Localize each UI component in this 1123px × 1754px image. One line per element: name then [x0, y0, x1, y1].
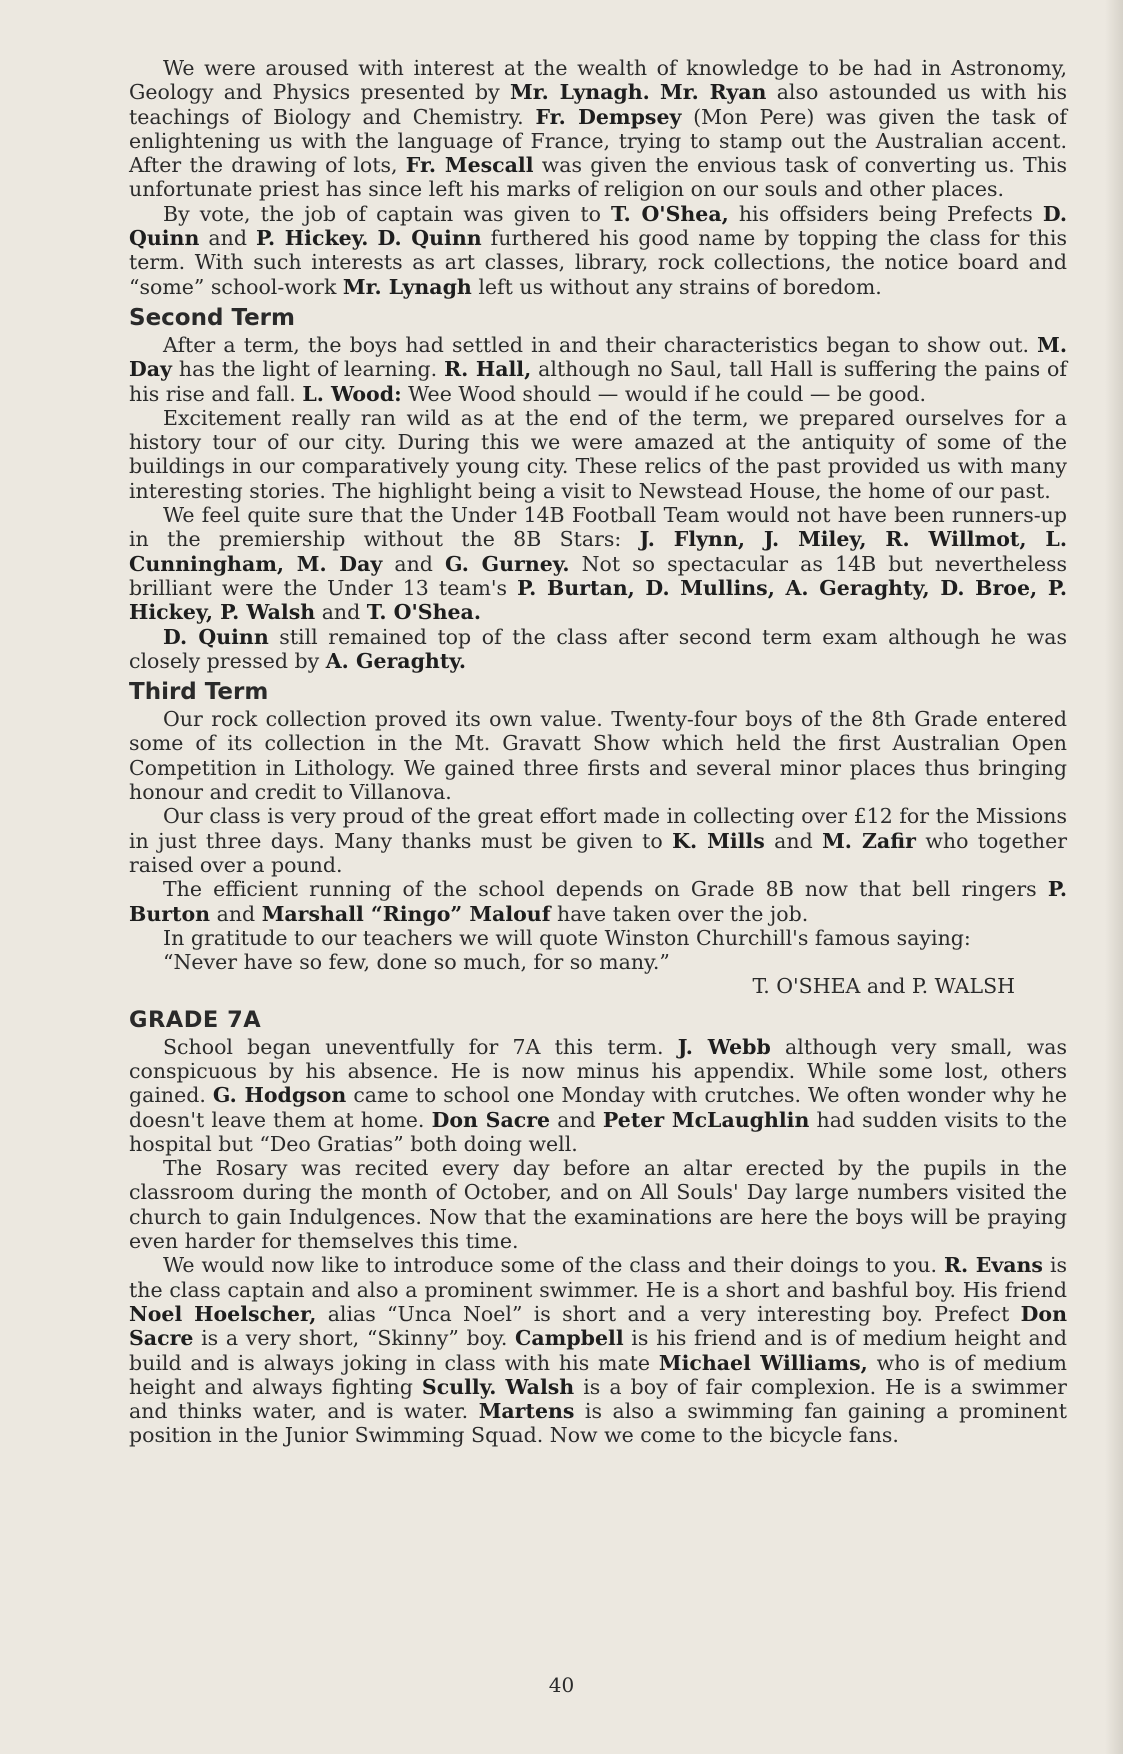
bold-name: T. O'Shea.	[366, 600, 481, 625]
bold-name: M. Zafir	[822, 828, 916, 853]
bold-name: Scully.	[421, 1374, 497, 1399]
grade-7a-section	[129, 1035, 1067, 1448]
bold-name: Mr. Ryan	[660, 80, 767, 105]
section-heading-third-term: Third Term	[129, 679, 269, 706]
bold-name: D. Quinn	[163, 624, 269, 649]
paragraph: In gratitude to our teachers we will quote Winston Churchill's famous saying:	[163, 925, 971, 950]
bold-name: D. Quinn	[129, 201, 1067, 251]
paragraph: Our rock collection proved its own value. Twenty-four boys of the 8th Grade entered some of its collection in the Mt. Gravatt Show which held the first Australian Open Competition in Lithology. We gained three firsts and several minor places thus bringing honour and credit to Villanova.	[129, 707, 1067, 805]
bold-name: J. Flynn, J. Miley, R. Willmot, L. Cunningham, M. Day	[129, 527, 1067, 576]
bold-name: P. Burtan, D. Mullins, A. Geraghty, D. Broe, P. Hickey, P. Walsh	[129, 575, 1067, 625]
paragraph: After a term, the boys had settled in and their characteristics began to show out. M. Day has the light of learning. R. Hall, although no Saul, tall Hall is suffering the pains of his rise and fall. L. Wood: Wee Wood should — would if he could — be good.	[129, 332, 1067, 406]
bold-name: Fr. Dempsey	[535, 104, 682, 129]
paragraph: Excitement really ran wild as at the end of the term, we prepared ourselves for a history tour of our city. During this we were amazed at the antiquity of some of the buildings in our comparatively young city. These relics of the past provided us with many interesting stories. The highlight being a visit to Newstead House, the home of our past.	[129, 405, 1067, 503]
bold-name: R. Evans	[943, 1253, 1043, 1278]
author-signature: T. O'SHEA and P. WALSH	[752, 974, 1015, 999]
page-number: 40	[548, 1673, 575, 1697]
bold-name: P. Hickey.	[255, 226, 369, 251]
bold-name: D. Quinn	[377, 226, 482, 251]
text-column	[129, 56, 1067, 1448]
paragraph: The Rosary was recited every day before an altar erected by the pupils in the classroom during the month of October, and on All Souls' Day large numbers visited the church to gain Indulgences. Now that the examinations are here the boys will be praying even harder for themselves this time.	[129, 1156, 1067, 1254]
bold-name: Don Sacre	[129, 1301, 1068, 1351]
paragraph: By vote, the job of captain was given to T. O'Shea, his offsiders being Prefects D. Quinn and P. Hickey. D. Quinn furthered his good name by topping the class for this term. With such interests as art classes, library, rock collections, the notice board and “some” school-work Mr. Lynagh left us without any strains of boredom.	[129, 201, 1067, 299]
bold-name: A. Geraghty.	[325, 648, 466, 673]
bold-name: Peter McLaughlin	[602, 1107, 810, 1132]
bold-name: Mr. Lynagh	[342, 274, 472, 299]
bold-name: Marshall “Ringo” Malouf	[261, 901, 551, 926]
bold-name: P. Burton	[129, 877, 1067, 926]
bold-name: T. O'Shea,	[611, 201, 729, 226]
section-heading-grade-7a: GRADE 7A	[129, 1006, 262, 1033]
bold-name: G. Hodgson	[212, 1083, 347, 1108]
churchill-quote: “Never have so few, done so much, for so many.”	[163, 950, 670, 975]
third-term-section	[129, 707, 1067, 999]
intro-section	[129, 56, 1067, 299]
bold-name: Fr. Mescall	[405, 153, 534, 178]
paragraph: We were aroused with interest at the wealth of knowledge to be had in Astronomy, Geology and Physics presented by Mr. Lynagh. Mr. Ryan also astounded us with his teachings of Biology and Chemistry. Fr. Dempsey (Mon Pere) was given the task of enlightening us with the language of France, trying to stamp out the Australian accent. After the drawing of lots, Fr. Mescall was given the envious task of converting us. This unfortunate priest has since left his marks of religion on our souls and other places.	[129, 56, 1067, 202]
bold-name: Campbell	[515, 1326, 624, 1351]
bold-name: J. Webb	[677, 1034, 771, 1059]
paragraph: Our class is very proud of the great effort made in collecting over £12 for the Missions in just three days. Many thanks must be given to K. Mills and M. Zafir who together raised over a pound.	[129, 804, 1068, 877]
paragraph: D. Quinn still remained top of the class after second term exam although he was closely pressed by A. Geraghty.	[129, 624, 1067, 673]
bold-name: Walsh	[505, 1374, 575, 1399]
paragraph: We feel quite sure that the Under 14B Football Team would not have been runners-up in the premiership without the 8B Stars: J. Flynn, J. Miley, R. Willmot, L. Cunningham, M. Day and G. Gurney. Not so spectacular as 14B but nevertheless brilliant were the Under 13 team's P. Burtan, D. Mullins, A. Geraghty, D. Broe, P. Hickey, P. Walsh and T. O'Shea.	[129, 503, 1068, 625]
bold-name: Martens	[478, 1399, 575, 1424]
bold-name: G. Gurney.	[445, 551, 570, 576]
bold-name: R. Hall,	[444, 357, 532, 382]
second-term-section	[129, 333, 1067, 673]
bold-name: L. Wood:	[302, 381, 402, 406]
paragraph: We would now like to introduce some of the class and their doings to you. R. Evans is the class captain and also a prominent swimmer. He is a short and bashful boy. His friend Noel Hoelscher, alias “Unca Noel” is short and a very interesting boy. Prefect Don Sacre is a very short, “Skinny” boy. Campbell is his friend and is of medium height and build and is always joking in class with his mate Michael Williams, who is of medium height and always fighting Scully. Walsh is a boy of fair complexion. He is a swimmer and thinks water, and is water. Martens is also a swimming fan gaining a prominent position in the Junior Swimming Squad. Now we come to the bicycle fans.	[129, 1253, 1068, 1448]
bold-name: Michael Williams,	[658, 1350, 868, 1375]
bold-name: M. Day	[129, 332, 1067, 382]
section-heading-second-term: Second Term	[129, 304, 295, 331]
bold-name: K. Mills	[672, 828, 765, 853]
bold-name: Noel Hoelscher,	[129, 1301, 317, 1326]
bold-name: Mr. Lynagh.	[510, 80, 650, 105]
paragraph: The efficient running of the school depends on Grade 8B now that bell ringers P. Burton and Marshall “Ringo” Malouf have taken over the job.	[129, 877, 1067, 926]
bold-name: Don Sacre	[431, 1107, 551, 1132]
paragraph: School began uneventfully for 7A this term. J. Webb although very small, was conspicuous by his absence. He is now minus his appendix. While some lost, others gained. G. Hodgson came to school one Monday with crutches. We often wonder why he doesn't leave them at home. Don Sacre and Peter McLaughlin had sudden visits to the hospital but “Deo Gratias” both doing well.	[129, 1034, 1067, 1156]
